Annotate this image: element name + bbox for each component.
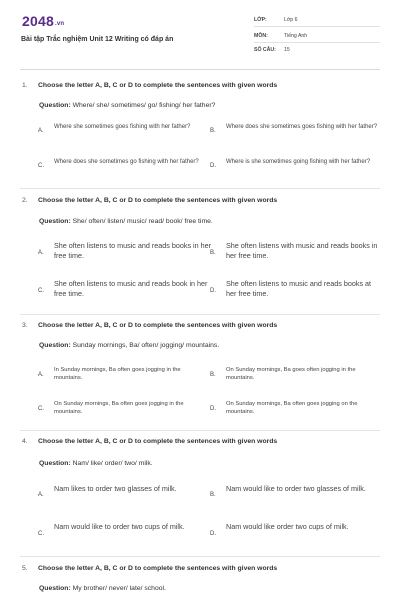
count-value: 15 — [284, 47, 290, 53]
option-c[interactable]: Where does she sometimes go fishing with her father? — [54, 159, 199, 165]
logo-text: 2048 — [22, 13, 54, 29]
option-d[interactable]: Nam would like order two cups of milk. — [226, 522, 349, 531]
question-number: 2. — [22, 197, 28, 204]
option-b[interactable]: She often listens with music and reads books in her free time. — [226, 241, 378, 261]
option-d-letter: D. — [210, 531, 216, 537]
document-title: Bài tập Trắc nghiệm Unit 12 Writing có đáp án — [21, 36, 174, 43]
question-prompt: Question: She/ often/ listen/ music/ read/ book/ free time. — [39, 218, 213, 225]
question-prompt: Question: Nam/ like/ order/ two/ milk. — [39, 460, 153, 467]
question-divider — [20, 188, 380, 189]
option-a[interactable]: In Sunday mornings, Ba often goes jogging in the mountains. — [54, 367, 181, 382]
option-c[interactable]: She often listens to music and reads book in her free time. — [54, 279, 208, 299]
option-c[interactable]: On Sunday mornings, Ba often goes jogging in the mountains. — [54, 401, 184, 416]
question-prompt: Question: Where/ she/ sometimes/ go/ fishing/ her father? — [39, 102, 216, 109]
option-a[interactable]: Where she sometimes goes fishing with her father? — [54, 124, 191, 130]
question-instruction: 2. Choose the letter A, B, C or D to complete the sentences with given words — [22, 197, 278, 204]
option-d[interactable]: She often listens to music and reads books at her free time. — [226, 279, 372, 299]
option-a-letter: A. — [38, 492, 44, 498]
option-b[interactable]: Nam would like to order two glasses of milk. — [226, 484, 366, 493]
site-logo[interactable] — [22, 13, 64, 29]
option-d-letter: D. — [210, 288, 216, 294]
option-a-letter: A. — [38, 128, 44, 134]
question-prompt: Question: My brother/ never/ late/ school. — [39, 585, 166, 592]
option-d-letter: D. — [210, 163, 216, 169]
question-instruction: 1. Choose the letter A, B, C or D to complete the sentences with given words — [22, 82, 278, 89]
question-divider — [20, 430, 380, 431]
page-header — [0, 0, 400, 75]
meta-divider — [254, 26, 380, 27]
option-c-letter: C. — [38, 163, 44, 169]
option-a-letter: A. — [38, 372, 44, 378]
option-c[interactable]: Nam would like to order two cups of milk. — [54, 522, 185, 531]
question-number: 4. — [22, 438, 28, 445]
class-value: Lớp 6 — [284, 17, 298, 23]
subject-value: Tiếng Anh — [284, 33, 308, 39]
option-a-letter: A. — [38, 250, 44, 256]
option-b-letter: B. — [210, 372, 216, 378]
option-a[interactable]: She often listens to music and reads books in her free time. — [54, 241, 212, 261]
option-a[interactable]: Nam likes to order two glasses of milk. — [54, 484, 177, 493]
header-divider — [20, 69, 380, 70]
question-instruction: 5. Choose the letter A, B, C or D to complete the sentences with given words — [22, 565, 278, 572]
count-label: SỐ CÂU: — [254, 47, 276, 53]
question-instruction: 4. Choose the letter A, B, C or D to complete the sentences with given words — [22, 438, 278, 445]
meta-divider — [254, 42, 380, 43]
option-b-letter: B. — [210, 492, 216, 498]
option-c-letter: C. — [38, 531, 44, 537]
option-b-letter: B. — [210, 128, 216, 134]
option-d[interactable]: Where is she sometimes going fishing with her father? — [226, 159, 371, 165]
logo-suffix: .vn — [54, 21, 65, 27]
question-instruction: 3. Choose the letter A, B, C or D to complete the sentences with given words — [22, 322, 278, 329]
option-d-letter: D. — [210, 406, 216, 412]
question-divider — [20, 556, 380, 557]
option-b[interactable]: Where does she sometimes goes fishing with her father? — [226, 124, 378, 130]
question-number: 5. — [22, 565, 28, 572]
question-prompt: Question: Sunday mornings, Ba/ often/ jogging/ mountains. — [39, 342, 220, 349]
option-d[interactable]: On Sunday mornings, Ba often goes jogging on the mountains. — [226, 401, 358, 416]
option-b[interactable]: On Sunday mornings, Ba goes often jogging in the mountains. — [226, 367, 356, 382]
question-divider — [20, 314, 380, 315]
question-number: 1. — [22, 82, 28, 89]
subject-label: MÔN: — [254, 33, 268, 39]
option-b-letter: B. — [210, 250, 216, 256]
option-c-letter: C. — [38, 288, 44, 294]
question-number: 3. — [22, 322, 28, 329]
class-label: LỚP: — [254, 17, 267, 23]
option-c-letter: C. — [38, 406, 44, 412]
